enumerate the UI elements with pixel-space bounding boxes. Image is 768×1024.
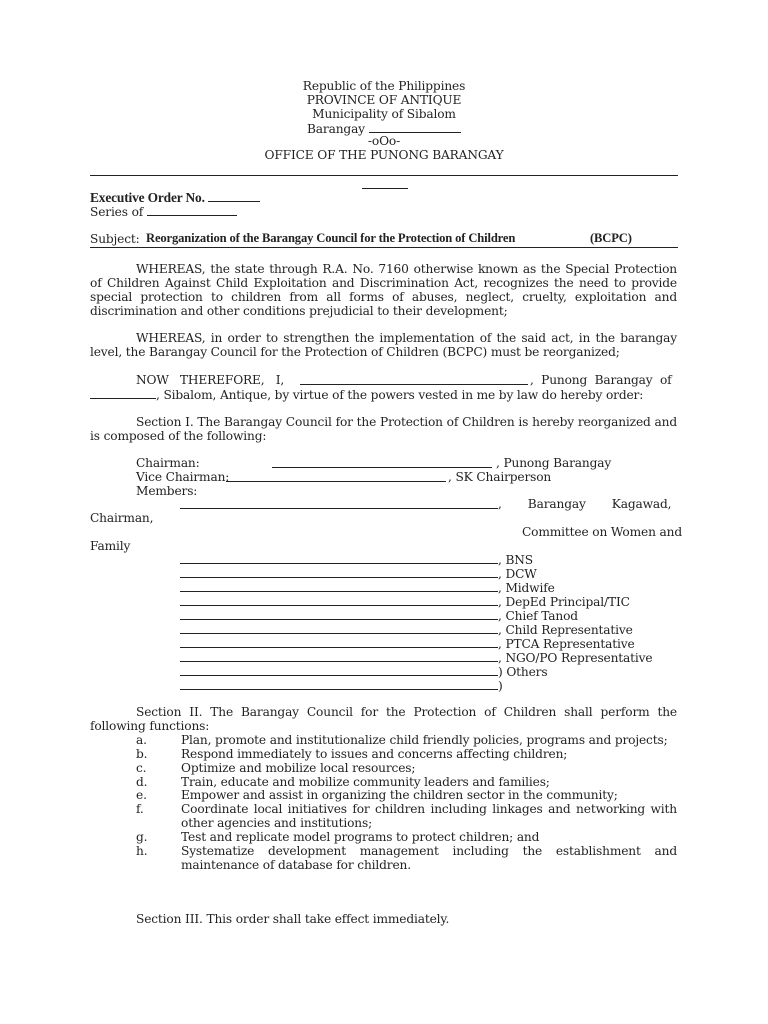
member-row xyxy=(180,650,652,665)
now-therefore-line2 xyxy=(90,387,643,402)
subject-label: Subject: xyxy=(90,232,140,246)
now-therefore-role: , Punong Barangay of xyxy=(530,373,672,387)
barangay-label: Barangay xyxy=(307,122,365,136)
subject-underline xyxy=(90,247,678,248)
member-role: , DCW xyxy=(498,567,537,581)
member-name-blank xyxy=(180,650,498,662)
vice-chairman-name-blank xyxy=(226,470,446,482)
kagawad-chairman-word: Chairman, xyxy=(90,511,154,525)
member-name-blank xyxy=(180,580,498,592)
function-letter: d. xyxy=(136,775,148,789)
series-blank xyxy=(147,204,237,216)
function-letter: g. xyxy=(136,830,148,844)
province-line: PROVINCE OF ANTIQUE xyxy=(306,93,462,107)
member-role: ) xyxy=(498,679,503,693)
member-row xyxy=(180,608,578,623)
vice-chairman-role: , SK Chairperson xyxy=(448,470,552,484)
series-label: Series of xyxy=(90,205,144,219)
function-text: Plan, promote and institutionalize child friendly policies, programs and projects; xyxy=(181,733,668,747)
chairman-label: Chairman: xyxy=(136,456,200,470)
punong-barangay-name-blank xyxy=(300,373,528,385)
function-letter: f. xyxy=(136,802,144,816)
member-row xyxy=(180,636,635,651)
barangay-name-blank xyxy=(90,387,156,399)
member-name-blank xyxy=(180,636,498,648)
header-divider xyxy=(90,175,678,176)
member-row xyxy=(180,622,633,637)
function-letter: b. xyxy=(136,747,148,761)
member-row xyxy=(180,552,533,567)
republic-line: Republic of the Philippines xyxy=(302,79,466,93)
committee-role: Committee on Women and xyxy=(522,525,682,539)
function-text: Test and replicate model programs to protect children; and xyxy=(181,830,540,844)
member-row xyxy=(180,566,537,581)
whereas-clause-2: WHEREAS, in order to strengthen the implementation of the said act, in the barangay level, the Barangay Council for the Protection of Children (BCPC) must be reorganized; xyxy=(90,331,677,359)
member-role: , PTCA Representative xyxy=(498,637,635,651)
member-name-blank xyxy=(180,552,498,564)
function-letter: h. xyxy=(136,844,148,858)
function-text: Respond immediately to issues and concerns affecting children; xyxy=(181,747,568,761)
member-role: ) Others xyxy=(498,665,548,679)
kagawad-name-blank xyxy=(180,497,498,509)
section-2-intro: Section II. The Barangay Council for the Protection of Children shall perform the following functions: xyxy=(90,705,677,733)
function-letter: e. xyxy=(136,788,147,802)
member-row xyxy=(180,678,503,693)
function-text: Coordinate local initiatives for children including linkages and networking with other agencies and institutions; xyxy=(181,802,677,830)
member-name-blank xyxy=(180,594,498,606)
ornament: -oOo- xyxy=(367,134,401,148)
subject-abbr: (BCPC) xyxy=(590,231,632,245)
member-name-blank xyxy=(180,678,498,690)
subject-text: Reorganization of the Barangay Council for the Protection of Children xyxy=(146,231,516,245)
member-name-blank xyxy=(180,664,498,676)
chairman-name-blank xyxy=(272,456,492,468)
member-role: , Midwife xyxy=(498,581,555,595)
member-row xyxy=(180,580,555,595)
chairman-role: , Punong Barangay xyxy=(496,456,612,470)
member-role: , BNS xyxy=(498,553,533,567)
member-name-blank xyxy=(180,566,498,578)
member-name-blank xyxy=(180,622,498,634)
member-role: , Child Representative xyxy=(498,623,633,637)
function-letter: a. xyxy=(136,733,147,747)
barangay-blank xyxy=(369,121,461,133)
member-row xyxy=(180,594,630,609)
whereas-clause-1: WHEREAS, the state through R.A. No. 7160 otherwise known as the Special Protection of Children Against Child Exploitation and Discrimination Act, recognizes the need to provide special protection to children from all forms of abuses, neglect, cruelty, exploitation and discrimination and other conditions prejudicial to their development; xyxy=(90,262,677,318)
series-line xyxy=(90,204,237,219)
section-1: Section I. The Barangay Council for the Protection of Children is hereby reorganized and is composed of the following: xyxy=(90,415,677,443)
members-label: Members: xyxy=(136,484,198,498)
vice-chairman-label: Vice Chairman: xyxy=(136,470,230,484)
order-number-blank xyxy=(208,190,260,202)
now-therefore-start: NOW THEREFORE, I, xyxy=(136,373,285,387)
kagawad-role: , Barangay Kagawad, xyxy=(498,497,672,511)
member-role: , Chief Tanod xyxy=(498,609,578,623)
member-name-blank xyxy=(180,608,498,620)
function-text: Empower and assist in organizing the children sector in the community; xyxy=(181,788,618,802)
member-row xyxy=(180,664,547,679)
member-role: , NGO/PO Representative xyxy=(498,651,653,665)
function-text: Optimize and mobilize local resources; xyxy=(181,761,416,775)
header-divider-short xyxy=(362,188,408,189)
function-letter: c. xyxy=(136,761,147,775)
member-role: , DepEd Principal/TIC xyxy=(498,595,630,609)
order-title-line xyxy=(90,190,260,205)
order-title: Executive Order No. xyxy=(90,190,205,205)
function-text: Train, educate and mobilize community leaders and families; xyxy=(181,775,550,789)
now-therefore-order-text: , Sibalom, Antique, by virtue of the powers vested in me by law do hereby order: xyxy=(156,388,644,402)
function-text: Systematize development management including the establishment and maintenance of database for children. xyxy=(181,844,677,872)
section-3: Section III. This order shall take effect immediately. xyxy=(136,912,450,926)
municipality-line: Municipality of Sibalom xyxy=(312,107,456,121)
family-word: Family xyxy=(90,539,131,553)
office-title: OFFICE OF THE PUNONG BARANGAY xyxy=(264,148,504,162)
